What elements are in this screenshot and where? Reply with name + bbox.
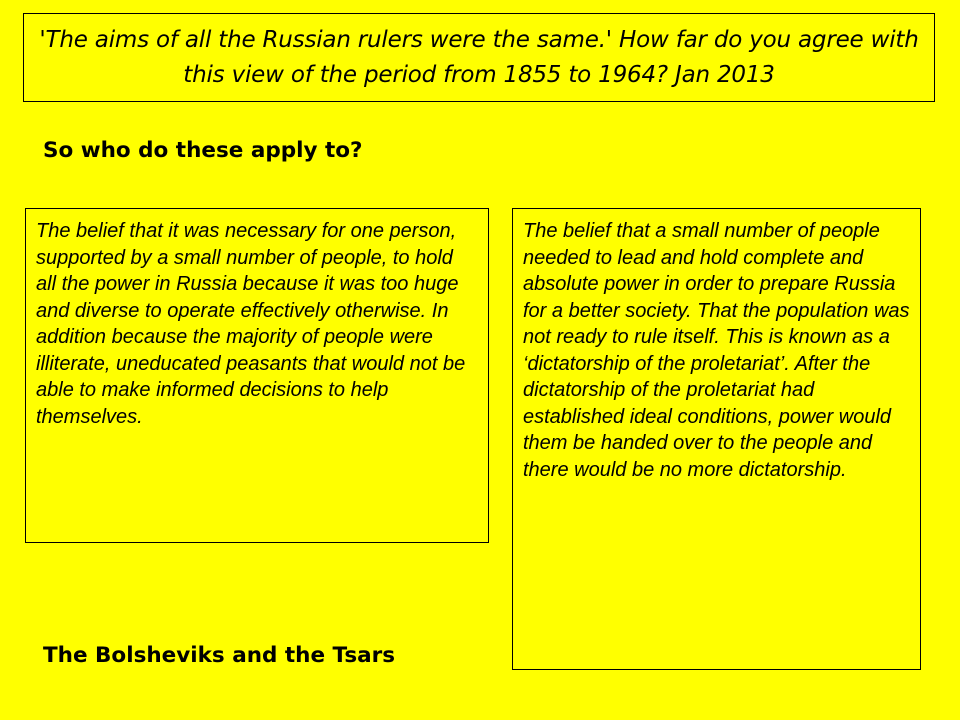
belief-box-autocracy (25, 208, 489, 543)
belief-text-right: The belief that a small number of people needed to lead and hold complete and absolute power in order to prepare Russia for a better society. That the population was not ready to rule itself. This is known as a ‘dictatorship of the proletariat’. After the dictatorship of the proletariat had established ideal conditions, power would them be handed over to the people and there would be no more dictatorship. (523, 220, 910, 481)
belief-text-left: The belief that it was necessary for one person, supported by a small number of people, to hold all the power in Russia because it was too huge and diverse to operate effectively otherwise. In addition because the majority of people were illiterate, uneducated peasants that would not be able to make informed decisions to help themselves. (36, 220, 466, 428)
belief-box-proletariat (512, 208, 921, 670)
answer-heading: The Bolsheviks and the Tsars (43, 643, 396, 668)
slide-title: 'The aims of all the Russian rulers were the same.' How far do you agree with this view of the period from 1855 to 1964? Jan 2013 (39, 26, 919, 88)
question-heading: So who do these apply to? (43, 138, 363, 163)
slide-title-box (23, 13, 935, 102)
